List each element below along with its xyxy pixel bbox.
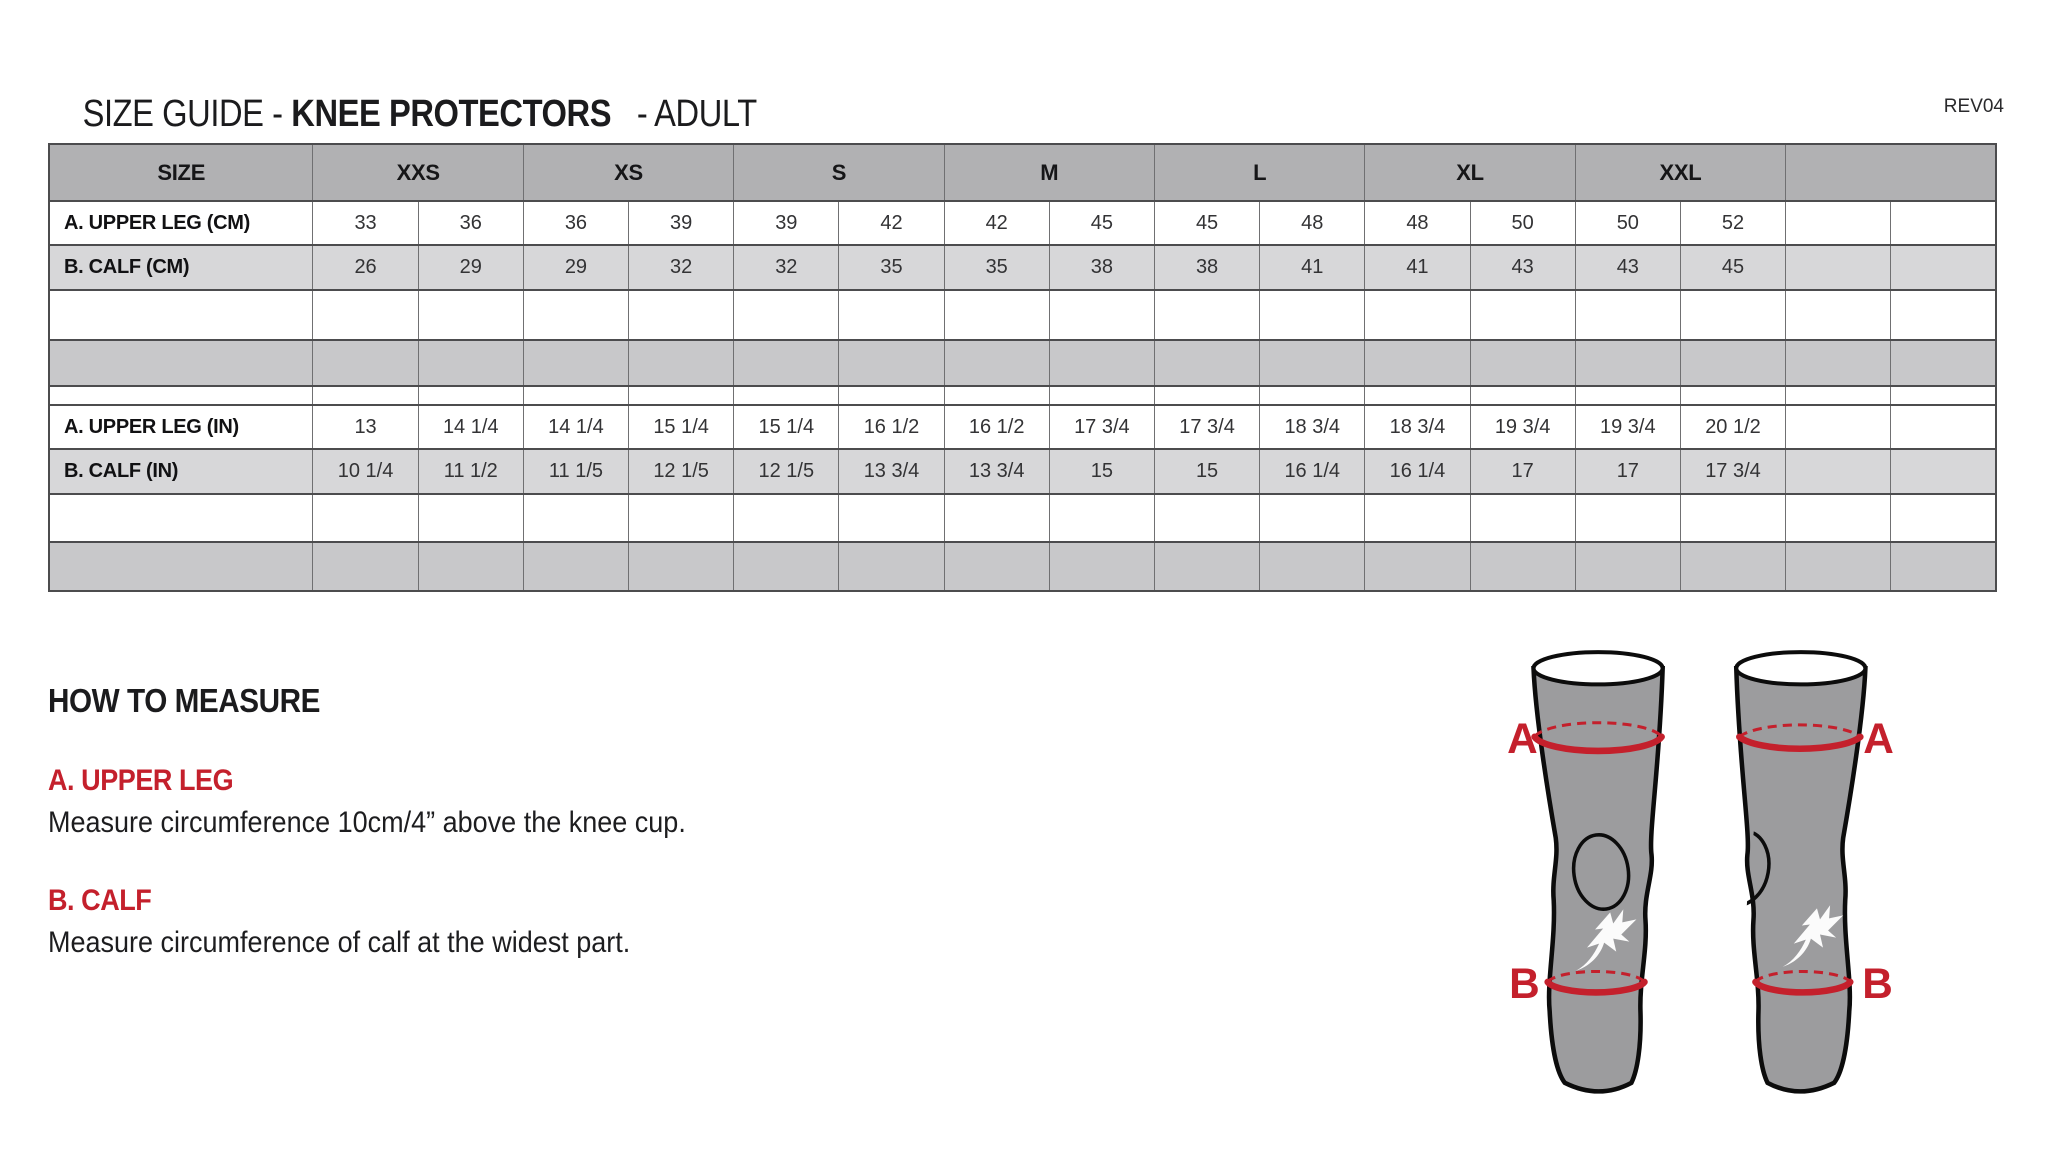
value-cell: 29	[523, 245, 628, 290]
row-label	[49, 290, 313, 340]
value-cell	[1154, 290, 1259, 340]
value-cell	[1154, 386, 1259, 405]
measure-item-upper-leg-desc: Measure circumference 10cm/4” above the knee cup.	[48, 806, 686, 839]
value-cell: 45	[1049, 201, 1154, 245]
label-b-right: B	[1862, 960, 1893, 1008]
value-cell	[734, 340, 839, 386]
value-cell	[944, 494, 1049, 542]
row-label: B. CALF (IN)	[49, 449, 313, 494]
value-cell	[1260, 340, 1365, 386]
value-cell	[523, 290, 628, 340]
row-label	[49, 494, 313, 542]
value-cell: 42	[839, 201, 944, 245]
value-cell	[1786, 245, 1891, 290]
value-cell	[313, 340, 418, 386]
value-cell	[1575, 494, 1680, 542]
value-cell: 15 1/4	[629, 405, 734, 449]
value-cell: 39	[734, 201, 839, 245]
value-cell: 19 3/4	[1470, 405, 1575, 449]
value-cell	[1680, 542, 1785, 591]
header-size-xl: XL	[1365, 144, 1575, 201]
value-cell	[1891, 405, 1996, 449]
value-cell: 17	[1575, 449, 1680, 494]
how-to-measure-section	[48, 682, 858, 960]
value-cell	[1575, 386, 1680, 405]
value-cell: 14 1/4	[523, 405, 628, 449]
value-cell	[1786, 340, 1891, 386]
value-cell	[1260, 494, 1365, 542]
value-cell	[1365, 494, 1470, 542]
value-cell: 41	[1365, 245, 1470, 290]
value-cell	[1260, 290, 1365, 340]
value-cell: 16 1/4	[1260, 449, 1365, 494]
row-label: B. CALF (CM)	[49, 245, 313, 290]
value-cell	[1470, 386, 1575, 405]
value-cell: 16 1/2	[839, 405, 944, 449]
header-row	[49, 144, 1996, 201]
value-cell: 16 1/4	[1365, 449, 1470, 494]
measure-item-calf-desc: Measure circumference of calf at the widest part.	[48, 926, 631, 959]
value-cell	[1891, 245, 1996, 290]
value-cell	[839, 386, 944, 405]
left-leg	[1534, 652, 1663, 1091]
value-cell	[1049, 494, 1154, 542]
value-cell: 29	[418, 245, 523, 290]
spacer-row-gray	[49, 340, 1996, 386]
value-cell: 18 3/4	[1365, 405, 1470, 449]
row-label	[49, 542, 313, 591]
value-cell	[1891, 290, 1996, 340]
value-cell: 42	[944, 201, 1049, 245]
measure-item-upper-leg	[48, 764, 858, 840]
value-cell	[1049, 340, 1154, 386]
row-calf-in	[49, 449, 1996, 494]
title-product: KNEE PROTECTORS	[291, 93, 612, 135]
value-cell: 16 1/2	[944, 405, 1049, 449]
value-cell	[629, 386, 734, 405]
value-cell: 43	[1575, 245, 1680, 290]
value-cell	[523, 386, 628, 405]
value-cell	[1049, 290, 1154, 340]
value-cell	[523, 494, 628, 542]
value-cell	[1365, 290, 1470, 340]
value-cell	[1365, 542, 1470, 591]
value-cell	[944, 386, 1049, 405]
value-cell: 36	[523, 201, 628, 245]
value-cell	[1680, 386, 1785, 405]
value-cell	[313, 542, 418, 591]
header-size-s: S	[734, 144, 944, 201]
value-cell	[313, 290, 418, 340]
row-upper-leg-cm	[49, 201, 1996, 245]
row-label	[49, 340, 313, 386]
value-cell: 45	[1680, 245, 1785, 290]
value-cell	[1786, 449, 1891, 494]
value-cell	[1575, 290, 1680, 340]
revision-label: REV04	[1943, 96, 2004, 117]
spacer-row-gray-2	[49, 542, 1996, 591]
value-cell	[839, 290, 944, 340]
value-cell	[839, 494, 944, 542]
row-label: A. UPPER LEG (IN)	[49, 405, 313, 449]
title-prefix: SIZE GUIDE -	[82, 93, 292, 135]
right-leg	[1708, 652, 1865, 1091]
value-cell	[1680, 290, 1785, 340]
value-cell	[418, 386, 523, 405]
value-cell	[839, 340, 944, 386]
value-cell	[1891, 449, 1996, 494]
header-size-m: M	[944, 144, 1154, 201]
value-cell: 11 1/2	[418, 449, 523, 494]
value-cell: 12 1/5	[734, 449, 839, 494]
value-cell: 17 3/4	[1680, 449, 1785, 494]
value-cell: 50	[1470, 201, 1575, 245]
header-size-l: L	[1154, 144, 1364, 201]
label-b-left: B	[1509, 960, 1540, 1008]
value-cell: 32	[629, 245, 734, 290]
value-cell: 38	[1049, 245, 1154, 290]
value-cell	[1891, 542, 1996, 591]
value-cell: 52	[1680, 201, 1785, 245]
value-cell: 45	[1154, 201, 1259, 245]
left-leg-body	[1534, 668, 1663, 1091]
value-cell	[1470, 494, 1575, 542]
value-cell	[1260, 542, 1365, 591]
value-cell: 41	[1260, 245, 1365, 290]
label-a-left: A	[1507, 714, 1538, 762]
size-table	[48, 143, 1997, 592]
value-cell	[313, 494, 418, 542]
value-cell: 15 1/4	[734, 405, 839, 449]
value-cell	[1365, 340, 1470, 386]
value-cell	[944, 542, 1049, 591]
value-cell: 11 1/5	[523, 449, 628, 494]
measure-item-upper-leg-title: A. UPPER LEG	[48, 764, 234, 797]
value-cell: 13 3/4	[944, 449, 1049, 494]
value-cell	[1154, 340, 1259, 386]
value-cell	[523, 542, 628, 591]
value-cell: 35	[839, 245, 944, 290]
value-cell: 19 3/4	[1575, 405, 1680, 449]
value-cell	[1786, 494, 1891, 542]
value-cell	[418, 340, 523, 386]
value-cell	[734, 386, 839, 405]
value-cell: 32	[734, 245, 839, 290]
value-cell	[1049, 542, 1154, 591]
value-cell	[1891, 201, 1996, 245]
value-cell	[1786, 405, 1891, 449]
value-cell	[1470, 340, 1575, 386]
value-cell	[1680, 340, 1785, 386]
measure-item-calf	[48, 884, 858, 960]
value-cell: 48	[1260, 201, 1365, 245]
value-cell	[944, 290, 1049, 340]
value-cell	[1786, 290, 1891, 340]
value-cell: 12 1/5	[629, 449, 734, 494]
left-leg-opening	[1534, 652, 1663, 684]
row-label: A. UPPER LEG (CM)	[49, 201, 313, 245]
value-cell	[1154, 494, 1259, 542]
value-cell: 33	[313, 201, 418, 245]
header-empty	[1786, 144, 1996, 201]
row-calf-cm	[49, 245, 1996, 290]
value-cell	[1891, 494, 1996, 542]
header-size-xs: XS	[523, 144, 733, 201]
value-cell: 17 3/4	[1049, 405, 1154, 449]
spacer-row-thin	[49, 386, 1996, 405]
value-cell: 48	[1365, 201, 1470, 245]
right-leg-opening	[1736, 652, 1865, 684]
value-cell: 35	[944, 245, 1049, 290]
value-cell: 13 3/4	[839, 449, 944, 494]
value-cell: 13	[313, 405, 418, 449]
value-cell	[734, 290, 839, 340]
value-cell	[734, 494, 839, 542]
value-cell	[1891, 340, 1996, 386]
row-label	[49, 386, 313, 405]
value-cell	[629, 340, 734, 386]
value-cell: 36	[418, 201, 523, 245]
header-size: SIZE	[49, 144, 313, 201]
value-cell	[1049, 386, 1154, 405]
value-cell: 50	[1575, 201, 1680, 245]
value-cell	[629, 290, 734, 340]
value-cell: 43	[1470, 245, 1575, 290]
value-cell	[418, 290, 523, 340]
value-cell	[1575, 542, 1680, 591]
knee-diagram	[1502, 640, 1906, 1104]
header-size-xxs: XXS	[313, 144, 523, 201]
value-cell: 39	[629, 201, 734, 245]
measure-item-calf-title: B. CALF	[48, 884, 152, 917]
value-cell: 15	[1049, 449, 1154, 494]
value-cell	[1470, 542, 1575, 591]
value-cell	[313, 386, 418, 405]
value-cell	[734, 542, 839, 591]
spacer-row-white	[49, 290, 1996, 340]
how-to-measure-heading: HOW TO MEASURE	[48, 682, 321, 719]
value-cell	[1786, 542, 1891, 591]
value-cell: 17 3/4	[1154, 405, 1259, 449]
title-audience: - ADULT	[636, 93, 757, 135]
value-cell: 18 3/4	[1260, 405, 1365, 449]
value-cell: 17	[1470, 449, 1575, 494]
value-cell	[1891, 386, 1996, 405]
value-cell	[1260, 386, 1365, 405]
value-cell	[418, 542, 523, 591]
value-cell: 15	[1154, 449, 1259, 494]
value-cell	[1786, 386, 1891, 405]
value-cell	[1470, 290, 1575, 340]
value-cell	[944, 340, 1049, 386]
value-cell	[523, 340, 628, 386]
spacer-row-white-2	[49, 494, 1996, 542]
row-upper-leg-in	[49, 405, 1996, 449]
value-cell: 26	[313, 245, 418, 290]
value-cell	[1786, 201, 1891, 245]
value-cell	[839, 542, 944, 591]
value-cell	[1365, 386, 1470, 405]
value-cell: 14 1/4	[418, 405, 523, 449]
value-cell	[418, 494, 523, 542]
value-cell: 38	[1154, 245, 1259, 290]
value-cell	[629, 494, 734, 542]
value-cell: 10 1/4	[313, 449, 418, 494]
value-cell	[1575, 340, 1680, 386]
label-a-right: A	[1863, 714, 1894, 762]
value-cell	[629, 542, 734, 591]
value-cell	[1680, 494, 1785, 542]
header-size-xxl: XXL	[1575, 144, 1785, 201]
value-cell	[1154, 542, 1259, 591]
value-cell: 20 1/2	[1680, 405, 1785, 449]
